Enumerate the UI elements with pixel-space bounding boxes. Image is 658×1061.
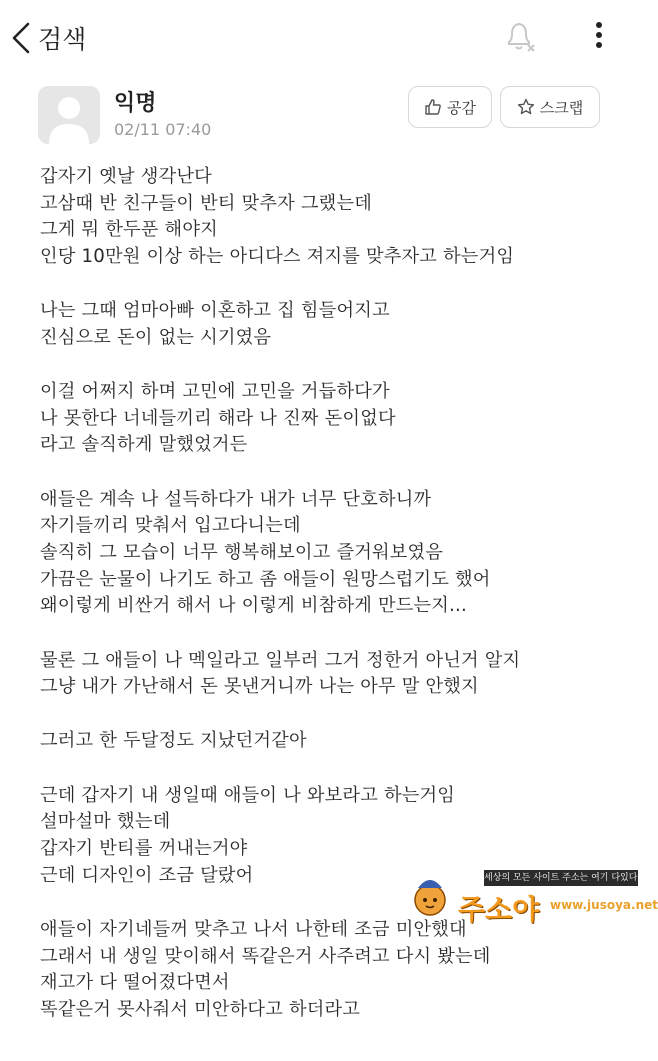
- post-header: [38, 86, 608, 146]
- star-icon: [517, 98, 535, 116]
- post-text-line: 재고가 다 떨어졌다면서: [40, 972, 230, 994]
- paragraph-gap: [40, 701, 620, 729]
- post-text-line: 나 못한다 너네들끼리 해라 나 진짜 돈이없다: [40, 407, 396, 429]
- post-text-line: 그래서 내 생일 맞이해서 똑같은거 사주려고 다시 봤는데: [40, 945, 491, 967]
- watermark-tagline: 세상의 모든 사이트 주소는 여기 다있다.: [484, 870, 638, 886]
- scrap-label: 스크랩: [539, 98, 584, 117]
- post-text-line: 진심으로 돈이 없는 시기였음: [40, 326, 272, 348]
- post-text-line: 애들은 계속 나 설득하다가 내가 너무 단호하니까: [40, 488, 432, 510]
- thumbs-up-icon: [424, 98, 442, 116]
- paragraph-gap: [40, 459, 620, 487]
- watermark-mascot-icon: [408, 868, 458, 918]
- more-vertical-icon[interactable]: [586, 20, 612, 52]
- post-text-line: 가끔은 눈물이 나기도 하고 좀 애들이 원망스럽기도 했어: [40, 568, 491, 590]
- watermark-url: www.jusoya.net: [550, 898, 658, 912]
- post-text-line: 왜이렇게 비싼거 해서 나 이렇게 비참하게 만드는지...: [40, 595, 467, 617]
- post-text-line: 이걸 어쩌지 하며 고민에 고민을 거듭하다가: [40, 381, 390, 403]
- post-text-line: 물론 그 애들이 나 멕일라고 일부러 그거 정한거 아닌거 알지: [40, 649, 521, 671]
- post-text-line: 나는 그때 엄마아빠 이혼하고 집 힘들어지고: [40, 300, 390, 322]
- paragraph-gap: [40, 270, 620, 298]
- post-text-line: 갑자기 옛날 생각난다: [40, 166, 212, 187]
- author-name: 익명: [114, 91, 157, 116]
- post-text-line: 그게 뭐 한두푼 해야지: [40, 219, 218, 241]
- notification-off-icon[interactable]: [503, 18, 537, 54]
- paragraph-gap: [40, 620, 620, 648]
- paragraph-gap: [40, 755, 620, 783]
- post-text-line: 인당 10만원 이상 하는 아디다스 져지를 맞추자고 하는거임: [40, 245, 515, 267]
- post-timestamp: 02/11 07:40: [114, 120, 212, 139]
- post-text-line: 그냥 내가 가난해서 돈 못낸거니까 나는 아무 말 안했지: [40, 676, 479, 698]
- paragraph-gap: [40, 351, 620, 379]
- watermark: [408, 866, 658, 926]
- post-text-line: 설마설마 했는데: [40, 811, 171, 833]
- post-text-line: 애들이 자기네들꺼 맞추고 나서 나한테 조금 미안했대: [40, 919, 467, 941]
- post-text-line: 그러고 한 두달정도 지났던거같아: [40, 730, 307, 752]
- like-label: 공감: [447, 98, 476, 117]
- scrap-button[interactable]: [500, 86, 600, 128]
- post-text-line: 솔직히 그 모습이 너무 행복해보이고 즐거워보였음: [40, 541, 444, 563]
- back-button[interactable]: [10, 20, 86, 56]
- post-text-line: 고삼때 반 친구들이 반티 맞추자 그랬는데: [40, 192, 372, 214]
- post-text-line: 근데 디자인이 조금 달랐어: [40, 864, 254, 886]
- top-bar: [0, 0, 640, 78]
- post-text-line: 근데 갑자기 내 생일때 애들이 나 와보라고 하는거임: [40, 784, 456, 806]
- watermark-logo: 주소야: [458, 893, 540, 926]
- like-button[interactable]: [408, 86, 492, 128]
- post-text-line: 자기들끼리 맞춰서 입고다니는데: [40, 515, 301, 537]
- post-text-line: 라고 솔직하게 말했었거든: [40, 434, 248, 456]
- post-text-line: 똑같은거 못사줘서 미안하다고 하더라고: [40, 998, 361, 1020]
- back-label: 검색: [38, 25, 87, 54]
- avatar: [38, 86, 100, 144]
- chevron-left-icon: [10, 21, 32, 55]
- default-avatar-icon: [38, 86, 100, 144]
- post-text-line: 갑자기 반티를 꺼내는거야: [40, 838, 248, 860]
